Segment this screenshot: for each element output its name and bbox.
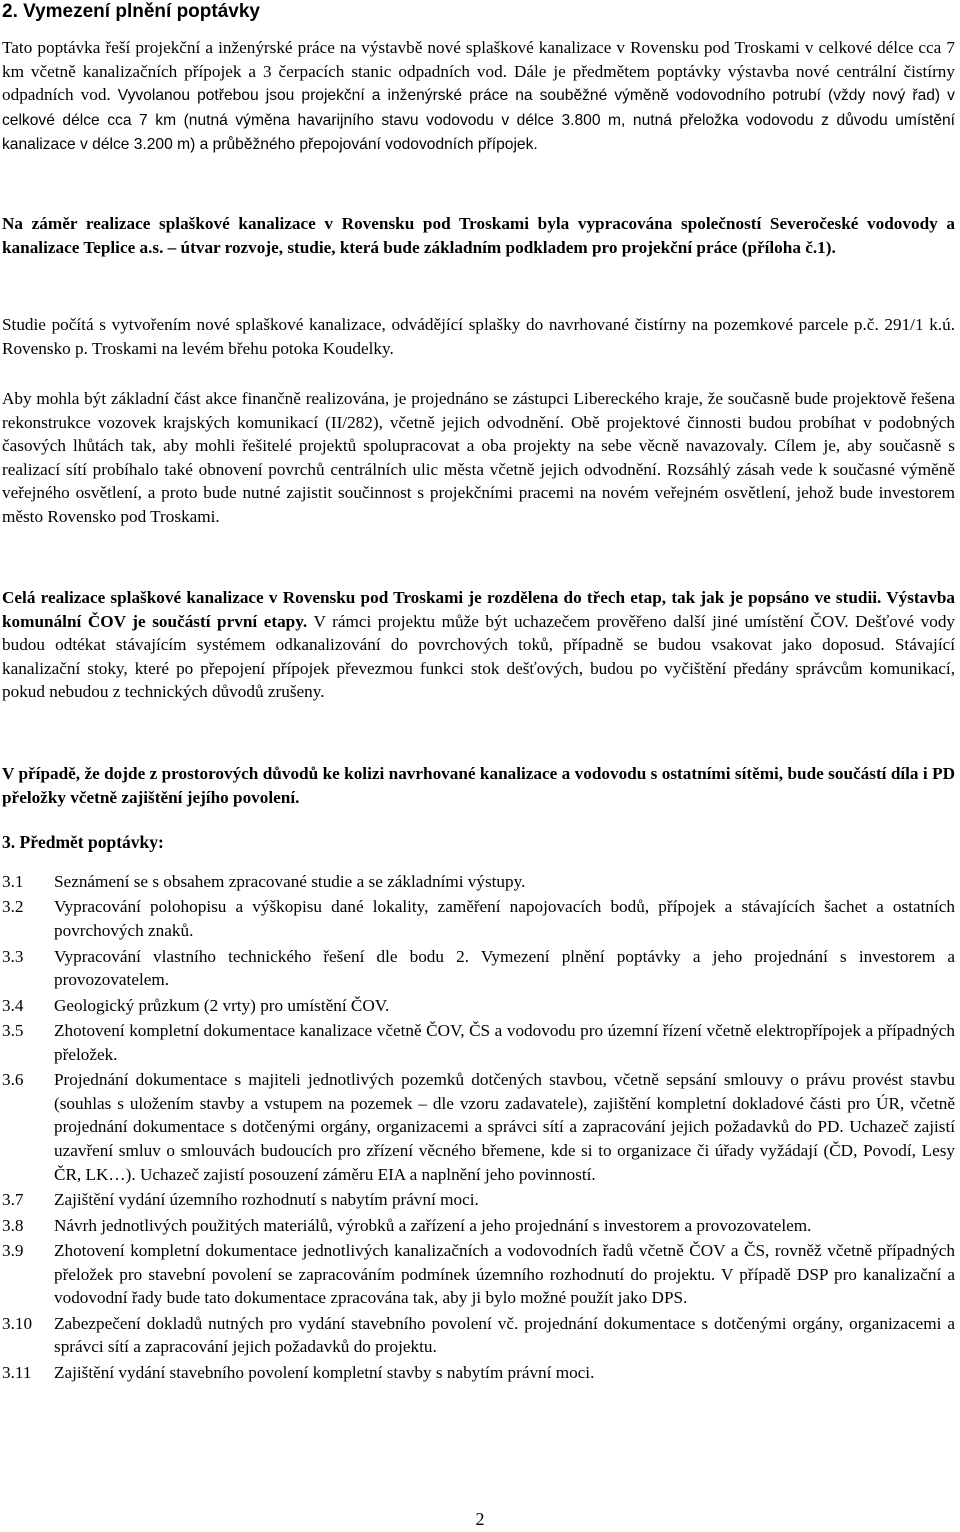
list-item (2, 1019, 955, 1066)
stages-paragraph (2, 586, 955, 704)
list-item (2, 1312, 955, 1359)
item-text: Zajištění vydání územního rozhodnutí s nabytím právní moci. (54, 1190, 479, 1210)
subject-heading: 3. Předmět poptávky: (2, 832, 164, 852)
item-number: 3.9 (2, 1241, 24, 1261)
page-number: 2 (475, 1509, 485, 1529)
item-number: 3.11 (2, 1362, 32, 1382)
item-number: 3.3 (2, 946, 24, 966)
list-item (2, 870, 955, 894)
intro-text-continued: Vyvolanou potřebou jsou projekční a inženýrské práce na souběžné výměně vodovodního potrubí (vždy nový řad) v celkové délce cca 7 km (nutná výměna havarijního stavu vodovodu v délce 3.800 m, nutná přeložka vodovodu z důvodu umístění kanalizace v délce 3.200 m) a průběžného přepojování vodovodních přípojek. (2, 87, 955, 154)
item-text: Geologický průzkum (2 vrty) pro umístění ČOV. (54, 995, 390, 1015)
item-text: Návrh jednotlivých použitých materiálů, výrobků a zařízení a jeho projednání s investorem a provozovatelem. (54, 1215, 812, 1235)
item-text: Vypracování vlastního technického řešení dle bodu 2. Vymezení plnění poptávky a jeho projednání s investorem a provozovatelem. (54, 946, 955, 990)
item-number: 3.8 (2, 1215, 24, 1235)
list-item (2, 1068, 955, 1186)
collision-paragraph: V případě, že dojde z prostorových důvodů ke kolizi navrhované kanalizace a vodovodu s ostatními sítěmi, bude součástí díla i PD přeložky včetně zajištění jejího povolení. (2, 764, 955, 807)
item-text: Zajištění vydání stavebního povolení kompletní stavby s nabytím právní moci. (54, 1362, 595, 1382)
list-item (2, 1214, 955, 1238)
stages-bold-text: Celá realizace splaškové kanalizace v Rovensku pod Troskami je rozdělena do třech etap, tak jak je popsáno ve studii. Výstavba komunální ČOV je součástí první etapy. (2, 588, 955, 631)
item-text: Zhotovení kompletní dokumentace kanalizace včetně ČOV, ČS a vodovodu pro územní řízení včetně elektropřípojek a případných přeložek. (54, 1021, 955, 1064)
item-number: 3.10 (2, 1313, 33, 1333)
list-item (2, 1188, 955, 1212)
item-number: 3.2 (2, 897, 24, 917)
item-number: 3.5 (2, 1021, 24, 1041)
item-text: Projednání dokumentace s majiteli jednotlivých pozemků dotčených stavbou, včetně sepsání smlouvy o právu provést stavbu (souhlas s uložením stavby a vstupem na pozemek – dle vzoru zadavatele), zajištění kompletní dokladové části pro ÚR, včetně projednání dokumentace s dotčenými orgány, organizacemi a správci sítí a zapracování jejich požadavků do PD. Uchazeč zajistí uzavření smluv o smlouvách budoucích pro zřízení věcného břemene, kde si to organizace či úřady vyžádají (ČD, Povodí, Lesy ČR, LK…). Uchazeč zajistí posouzení záměru EIA a naplnění jeho povinností. (54, 1070, 955, 1184)
item-text: Seznámení se s obsahem zpracované studie a se základními výstupy. (54, 872, 526, 891)
stages-text: V rámci projektu může být uchazečem prověřeno další jiné umístění ČOV. Dešťové vody budou odtékat stávajícím systémem odkanalizování do povrchových toků, případně se budou vsakovat jako doposud. Stávající kanalizační stoky, které po přepojení přípojek převezmou funkci stok dešťových, budou po vyčištění předány správcům komunikací, pokud nebudou z technických důvodů zrušeny. (2, 611, 956, 702)
list-item (2, 945, 955, 992)
regional-roads-paragraph: Aby mohla být základní část akce finančně realizována, je projednáno se zástupci Libereckého kraje, že současně bude projektově řešena rekonstrukce vozovek krajských komunikací (II/282), včetně jejich odvodnění. Obě projektové činnosti budou probíhat v podobných časových lhůtách tak, aby mohli řešitelé projektů spolupracovat a oba projekty na sebe věcně navazovaly. Cílem je, aby současně s realizací sítí probíhalo také obnovení povrchů centrálních ulic města včetně jejich odvodnění. Rozsáhlý zásah vede k současné výměně veřejného osvětlení, a proto bude nutné zajistit součinnost s projekčními pracemi na novém veřejném osvětlení, jehož bude investorem město Rovensko pod Troskami. (2, 389, 955, 526)
list-item (2, 1361, 955, 1385)
study-description: Studie počítá s vytvořením nové splaškové kanalizace, odvádějící splašky do navrhované čistírny na pozemkové parcele p.č. 291/1 k.ú. Rovensko p. Troskami na levém břehu potoka Koudelky. (2, 315, 955, 358)
study-paragraph: Na záměr realizace splaškové kanalizace v Rovensku pod Troskami byla vypracována společností Severočeské vodovody a kanalizace Teplice a.s. – útvar rozvoje, studie, která bude základním podkladem pro projekční práce (příloha č.1). (2, 214, 955, 257)
intro-paragraph (2, 36, 955, 157)
item-number: 3.6 (2, 1070, 24, 1090)
subject-list (2, 870, 955, 1386)
item-text: Vypracování polohopisu a výškopisu dané lokality, zaměření napojovacích bodů, přípojek a stávajících šachet a ostatních povrchových znaků. (54, 897, 955, 941)
list-item (2, 994, 955, 1018)
intro-text: Tato poptávka řeší projekční a inženýrské práce na výstavbě nové splaškové kanalizace v Rovensku pod Troskami v celkové délce cca 7 km včetně kanalizačních přípojek a 3 čerpacích stanic odpadních vod. Dále je předmětem poptávky výstavba nové centrální čistírny odpadních vod. (2, 38, 955, 105)
list-item (2, 1239, 955, 1310)
section-heading: 2. Vymezení plnění poptávky (2, 1, 260, 22)
item-number: 3.4 (2, 995, 24, 1015)
list-item (2, 895, 955, 942)
item-number: 3.7 (2, 1190, 24, 1210)
item-text: Zabezpečení dokladů nutných pro vydání stavebního povolení vč. projednání dokumentace s dotčenými orgány, organizacemi a správci sítí a zapracování jejich požadavků do projektu. (54, 1313, 955, 1357)
item-number: 3.1 (2, 872, 24, 891)
item-text: Zhotovení kompletní dokumentace jednotlivých kanalizačních a vodovodních řadů včetně ČOV a ČS, rovněž včetně případných přeložek pro stavební povolení se zapracováním podmínek územního rozhodnutí do projektu. V případě DSP pro kanalizační a vodovodní řady bude tato dokumentace zpracována tak, aby ji bylo možné použít jako DPS. (54, 1241, 955, 1308)
